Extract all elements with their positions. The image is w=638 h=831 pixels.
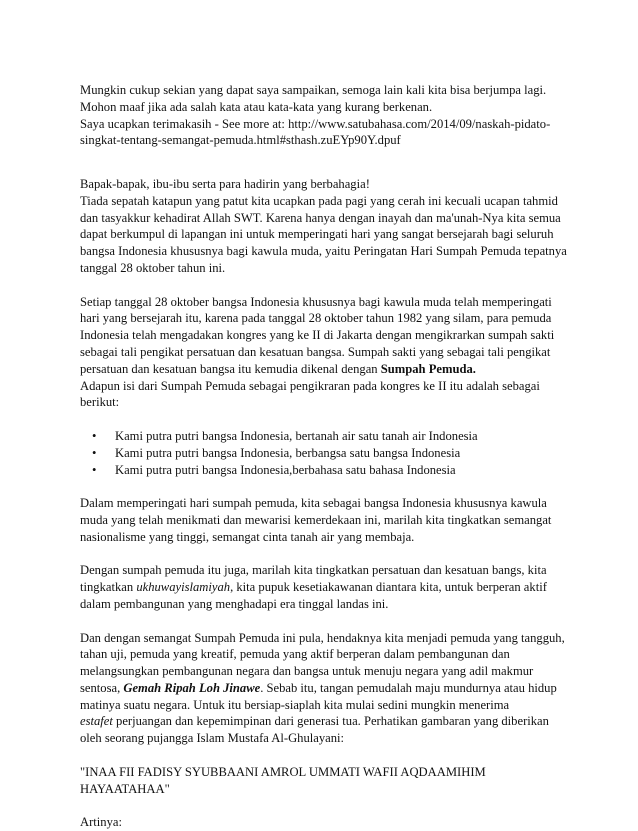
meaning-paragraph xyxy=(80,814,570,831)
text-line: nasionalisme yang tinggi, semangat cinta tanah air yang membaja. xyxy=(80,529,415,544)
bullet-icon: • xyxy=(92,428,97,443)
oath-text: Kami putra putri bangsa Indonesia, berbangsa satu bangsa Indonesia xyxy=(115,445,461,460)
spacer xyxy=(80,411,570,428)
list-item xyxy=(80,462,570,479)
quote-paragraph xyxy=(80,764,570,798)
text-line: Bapak-bapak, ibu-ibu serta para hadirin yang berbahagia! xyxy=(80,176,370,191)
text-line: Dengan sumpah pemuda itu juga, marilah kita tingkatkan persatuan dan kesatuan bangs, kita xyxy=(80,563,547,578)
text-line: Setiap tanggal 28 oktober bangsa Indonesia khususnya bagi kawula muda telah memperingati xyxy=(80,294,552,309)
text-line: dan tasyakkur kehadirat Allah SWT. Karena hanya dengan inayah dan ma'unah-Nya kita semua xyxy=(80,210,561,225)
text-line: Dalam memperingati hari sumpah pemuda, kita sebagai bangsa Indonesia khususnya kawula xyxy=(80,496,547,511)
spirit-paragraph xyxy=(80,562,570,612)
spacer xyxy=(80,166,570,176)
text-line: muda yang telah menikmati dan mewarisi kemerdekaan ini, marilah kita tingkatkan semangat xyxy=(80,512,552,527)
youth-paragraph xyxy=(80,630,570,748)
text-line: oleh seorang pujangga Islam Mustafa Al-Ghulayani: xyxy=(80,731,345,746)
spacer xyxy=(80,613,570,630)
meaning-label: Artinya: xyxy=(80,815,122,830)
oath-text: Kami putra putri bangsa Indonesia,berbahasa satu bahasa Indonesia xyxy=(115,462,456,477)
text-line: hari yang bersejarah itu, karena pada tanggal 28 oktober tahun 1982 yang silam, para pemuda xyxy=(80,311,552,326)
text-line: melangsungkan pembangunan negara dan bangsa untuk menuju negara yang adil makmur xyxy=(80,664,534,679)
oath-list xyxy=(80,428,570,478)
text-line xyxy=(80,680,570,697)
text-line: sebagai tali pengikat persatuan dan kesatuan bangsa. Sumpah sakti yang sebagai tali pengikat xyxy=(80,344,551,359)
text-line: Mungkin cukup sekian yang dapat saya sampaikan, semoga lain kali kita bisa berjumpa lagi. xyxy=(80,83,547,97)
text-line: matinya suatu negara. Untuk itu bersiap-siaplah kita mulai sedini mungkin menerima xyxy=(80,697,510,712)
text-line: dalam pembangunan yang menghadapi era tinggal landas ini. xyxy=(80,596,389,611)
spacer xyxy=(80,797,570,814)
text-line: "INAA FII FADISY SYUBBAANI AMROL UMMATI WAFII AQDAAMIHIM xyxy=(80,764,486,779)
bullet-icon: • xyxy=(92,462,97,477)
bullet-icon: • xyxy=(92,445,97,460)
opening-paragraph xyxy=(80,176,570,277)
list-item xyxy=(80,445,570,462)
history-paragraph xyxy=(80,294,570,412)
gemah-ripah-bold-italic: Gemah Ripah Loh Jinawe xyxy=(123,680,261,695)
document-page xyxy=(80,82,570,831)
text-line: Mohon maaf jika ada salah kata atau kata-kata yang kurang berkenan. xyxy=(80,99,433,114)
list-item xyxy=(80,428,570,445)
commemorate-paragraph xyxy=(80,495,570,545)
oath-text: Kami putra putri bangsa Indonesia, bertanah air satu tanah air Indonesia xyxy=(115,428,478,443)
text-fragment: sentosa, xyxy=(80,680,124,695)
text-line: berikut: xyxy=(80,395,120,410)
text-line: Dan dengan semangat Sumpah Pemuda ini pula, hendaknya kita menjadi pemuda yang tangguh, xyxy=(80,630,565,645)
estafet-italic: estafet xyxy=(80,714,113,729)
text-fragment: , kita pupuk kesetiakawanan diantara kita, untuk berperan aktif xyxy=(230,580,547,595)
text-line xyxy=(80,713,570,730)
text-line: Saya ucapkan terimakasih - See more at: http://www.satubahasa.com/2014/09/naskah-pidato- xyxy=(80,116,551,131)
text-line: tahan uji, pemuda yang kreatif, pemuda yang aktif berperan dalam pembangunan dan xyxy=(80,647,510,662)
text-line: tanggal 28 oktober tahun ini. xyxy=(80,260,226,275)
text-fragment: tingkatkan xyxy=(80,580,137,595)
closing-paragraph xyxy=(80,82,570,149)
text-fragment: . Sebab itu, tangan pemudalah maju mundurnya atau hidup xyxy=(260,680,557,695)
spacer xyxy=(80,277,570,294)
ukhuwah-italic: ukhuwayislamiyah xyxy=(136,580,231,595)
text-line: Tiada sepatah katapun yang patut kita ucapkan pada pagi yang cerah ini kecuali ucapan tahmid xyxy=(80,193,558,208)
text-line: Adapun isi dari Sumpah Pemuda sebagai pengikraran pada kongres ke II itu adalah sebagai xyxy=(80,378,540,393)
text-line: dapat berkumpul di lapangan ini untuk memperingati hari yang sangat bersejarah bagi seluruh xyxy=(80,227,554,242)
text-fragment: persatuan dan kesatuan bangsa itu kemudia dikenal dengan xyxy=(80,361,381,376)
text-line: HAYAATAHAA" xyxy=(80,781,170,796)
text-fragment: perjuangan dan kepemimpinan dari generasi tua. Perhatikan gambaran yang diberikan xyxy=(112,714,549,729)
text-line: singkat-tentang-semangat-pemuda.html#sthash.zuEYp90Y.dpuf xyxy=(80,133,401,148)
spacer xyxy=(80,546,570,563)
spacer xyxy=(80,149,570,166)
spacer xyxy=(80,478,570,495)
text-line: bangsa Indonesia khususnya bagi kawula muda, yaitu Peringatan Hari Sumpah Pemuda tepatnya xyxy=(80,244,567,259)
spacer xyxy=(80,747,570,764)
text-line: Indonesia telah mengadakan kongres yang ke II di Jakarta dengan mengikrarkan sumpah sakti xyxy=(80,328,555,343)
sumpah-pemuda-bold: Sumpah Pemuda. xyxy=(380,361,476,376)
text-line xyxy=(80,361,570,378)
text-line xyxy=(80,579,570,596)
